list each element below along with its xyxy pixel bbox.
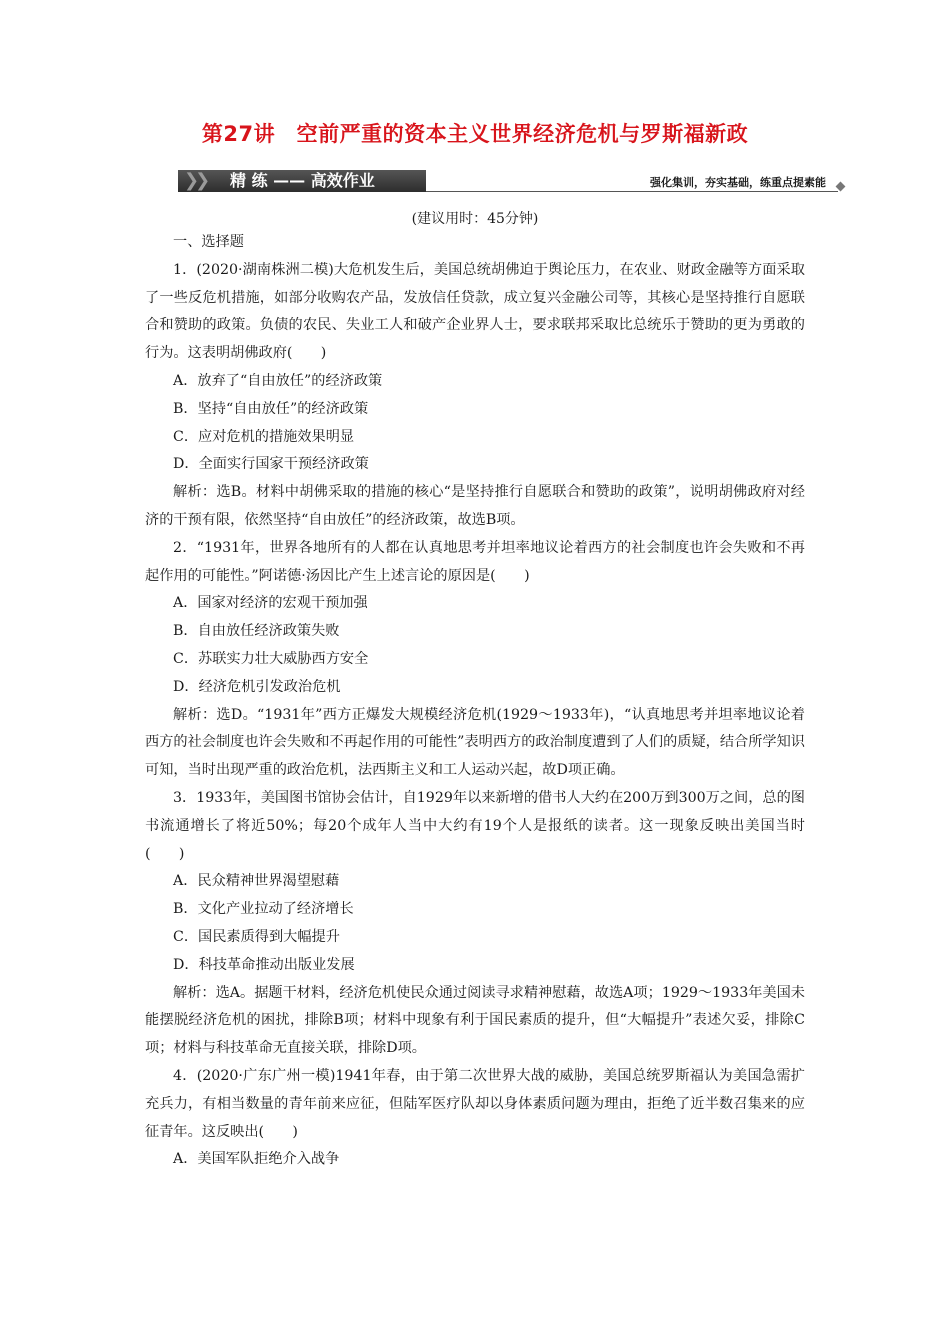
question-2-analysis: 解析：选D。“1931年”西方正爆发大规模经济危机(1929～1933年)，“认真地思考并坦率地议论着西方的社会制度也许会失败和不再起作用的可能性”表明西方的政治制度遭到了人们的质疑，结合所学知识可知，当时出现严重的政治危机，法西斯主义和工人运动兴起，故D项正确。 xyxy=(145,706,805,779)
section-heading: 一、选择题 xyxy=(173,234,244,250)
question-1-analysis: 解析：选B。材料中胡佛采取的措施的核心“是坚持推行自愿联合和赞助的政策”，说明胡佛政府对经济的干预有限，依然坚持“自由放任”的经济政策，故选B项。 xyxy=(145,484,805,528)
time-hint: (建议用时：45分钟) xyxy=(411,211,539,227)
question-3-option-c: C．国民素质得到大幅提升 xyxy=(173,928,340,945)
section-banner xyxy=(178,166,846,196)
question-1-option-b: B．坚持“自由放任”的经济政策 xyxy=(173,400,369,417)
chevron-right-icon: ❯❯ xyxy=(184,170,207,191)
banner-divider xyxy=(426,191,838,192)
question-3-option-a: A．民众精神世界渴望慰藉 xyxy=(173,873,340,890)
question-1-option-d: D．全面实行国家干预经济政策 xyxy=(173,456,369,473)
question-4-option-a: A．美国军队拒绝介入战争 xyxy=(173,1151,340,1168)
question-1-stem: 1．(2020·湖南株洲二模)大危机发生后，美国总统胡佛迫于舆论压力，在农业、财政金融等方面采取了一些反危机措施，如部分收购农产品，发放信任贷款，成立复兴金融公司等，其核心是坚持推行自愿联合和赞助的政策。负债的农民、失业工人和破产企业界人士，要求联邦采取比总统乐于赞助的更为勇敢的行为。这表明胡佛政府( ) xyxy=(145,261,805,362)
question-list xyxy=(145,229,805,1174)
question-3-analysis: 解析：选A。据题干材料，经济危机使民众通过阅读寻求精神慰藉，故选A项；1929～1933年美国未能摆脱经济危机的困扰，排除B项；材料中现象有利于国民素质的提升，但“大幅提升”表述欠妥，排除C项；材料与科技革命无直接关联，排除D项。 xyxy=(145,984,805,1057)
question-2-option-b: B．自由放任经济政策失败 xyxy=(173,623,340,640)
question-2-option-a: A．国家对经济的宏观干预加强 xyxy=(173,595,368,612)
question-2-option-d: D．经济危机引发政治危机 xyxy=(173,678,341,695)
question-3-stem: 3．1933年，美国图书馆协会估计，自1929年以来新增的借书人大约在200万到300万之间，总的图书流通增长了将近50%；每20个成年人当中大约有19个人是报纸的读者。这一现象反映出美国当时( ) xyxy=(145,789,805,862)
banner-label: 精 练 —— 高效作业 xyxy=(230,171,375,190)
question-1-option-a: A．放弃了“自由放任”的经济政策 xyxy=(173,372,383,389)
diamond-icon xyxy=(836,182,846,192)
banner-slogan: 强化集训，夯实基础，练重点提素能 xyxy=(650,176,826,189)
question-1-option-c: C．应对危机的措施效果明显 xyxy=(173,428,355,445)
question-2-option-c: C．苏联实力壮大威胁西方安全 xyxy=(173,650,369,667)
question-3-option-d: D．科技革命推动出版业发展 xyxy=(173,956,355,973)
page-title: 第27讲 空前严重的资本主义世界经济危机与罗斯福新政 xyxy=(201,122,749,146)
question-4-stem: 4．(2020·广东广州一模)1941年春，由于第二次世界大战的威胁，美国总统罗斯福认为美国急需扩充兵力，有相当数量的青年前来应征，但陆军医疗队却以身体素质问题为理由，拒绝了近半数召集来的应征青年。这反映出( ) xyxy=(145,1067,805,1140)
question-2-stem: 2．“1931年，世界各地所有的人都在认真地思考并坦率地议论着西方的社会制度也许会失败和不再起作用的可能性。”阿诺德·汤因比产生上述言论的原因是( ) xyxy=(145,539,805,584)
question-3-option-b: B．文化产业拉动了经济增长 xyxy=(173,901,354,918)
